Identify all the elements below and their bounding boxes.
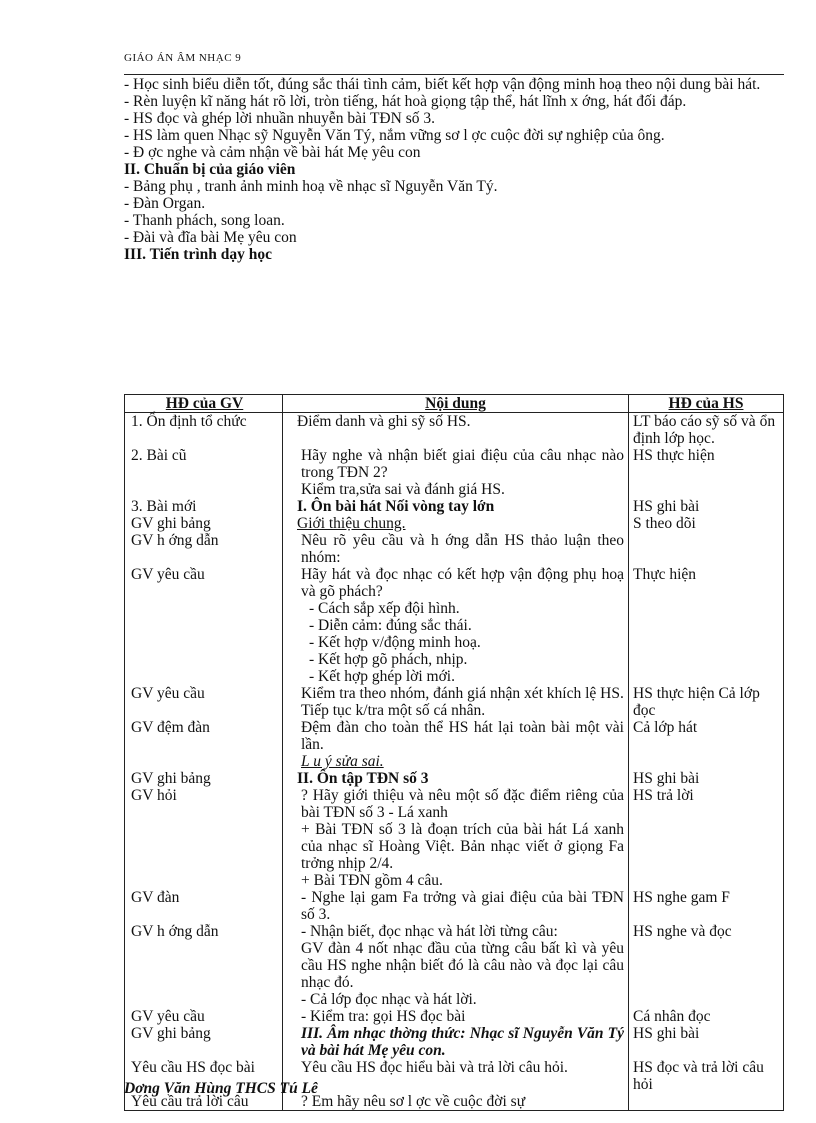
content-cell (283, 685, 629, 719)
gv-cell: GV ghi bảng (125, 1025, 283, 1059)
table-row (125, 447, 783, 498)
intro-section (124, 76, 776, 263)
content-line: - Nhận biết, đọc nhạc và hát lời từng câu: (301, 923, 558, 940)
gv-cell: GV yêu cầu (125, 685, 283, 719)
hs-cell (629, 1093, 783, 1110)
prep-item: - Thanh phách, song loan. (124, 212, 285, 229)
prep-item: - Đài và đĩa bài Mẹ yêu con (124, 229, 297, 246)
content-line: Tiếp tục k/tra một số cá nhân. (301, 702, 486, 719)
content-line: Kiểm tra,sửa sai và đánh giá HS. (301, 481, 505, 498)
gv-cell: Yêu cầu HS đọc bài (125, 1059, 283, 1093)
lesson-table (124, 394, 784, 1111)
content-line: L u ý sửa sai. (301, 753, 384, 770)
hs-cell (629, 532, 783, 566)
gv-cell: GV h ớng dẫn (125, 923, 283, 1008)
content-line: Hãy hát và đọc nhạc có kết hợp vận động phụ hoạ và gõ phách? (301, 566, 624, 600)
gv-cell: 1. Ổn định tổ chức (125, 413, 283, 447)
table-row (125, 1008, 783, 1025)
content-line: Kiểm tra theo nhóm, đánh giá nhận xét khích lệ HS. (301, 685, 624, 702)
table-row (125, 685, 783, 719)
content-cell (283, 1025, 629, 1059)
table-row (125, 498, 783, 515)
gv-cell: Yêu cầu trả lời câu (125, 1093, 283, 1110)
content-line: - Nghe lại gam Fa trởng và giai điệu của bài TĐN số 3. (301, 889, 624, 923)
content-line: ? Hãy giới thiệu và nêu một số đặc điểm riêng của bài TĐN số 3 - Lá xanh (301, 787, 624, 821)
content-cell (283, 532, 629, 566)
header-title: GIÁO ÁN ÂM NHẠC 9 (124, 52, 242, 64)
hs-cell: Thực hiện (633, 566, 697, 583)
col-header-content: Nội dung (283, 395, 629, 412)
gv-cell: 2. Bài cũ (125, 447, 283, 498)
table-row (125, 770, 783, 787)
gv-cell: GV yêu cầu (125, 566, 283, 685)
hs-cell: HS nghe và đọc (633, 923, 732, 940)
table-row (125, 413, 783, 447)
content-cell (283, 1059, 629, 1093)
table-row (125, 889, 783, 923)
gv-cell: GV yêu cầu (125, 1008, 283, 1025)
content-line: Nêu rõ yêu cầu và h ớng dẫn HS thảo luận theo nhóm: (301, 532, 624, 566)
header-rule (124, 74, 784, 75)
table-row (125, 923, 783, 1008)
content-cell (283, 770, 629, 787)
gv-cell: GV hỏi (125, 787, 283, 889)
content-line: - Kết hợp v/động minh hoạ. (309, 634, 481, 651)
hs-cell: HS ghi bài (633, 498, 700, 515)
gv-cell: 3. Bài mới (125, 498, 283, 515)
table-row (125, 787, 783, 889)
table-row (125, 719, 783, 770)
content-line: - Cách sắp xếp đội hình. (309, 600, 460, 617)
content-cell (283, 498, 629, 515)
hs-cell: HS đọc và trả lời câu hỏi (633, 1059, 764, 1093)
content-line: I. Ôn bài hát Nối vòng tay lớn (297, 498, 495, 515)
intro-line: - Học sinh biểu diễn tốt, đúng sắc thái tình cảm, biết kết hợp vận động minh hoạ theo nội dung bài hát. (124, 76, 761, 93)
hs-cell: HS ghi bài (633, 770, 700, 787)
gv-cell: GV h ớng dẫn (125, 532, 283, 566)
hs-cell: S theo dõi (633, 515, 696, 532)
content-line: Hãy nghe và nhận biết giai điệu của câu nhạc nào trong TĐN 2? (301, 447, 624, 481)
table-header-row (125, 395, 783, 413)
hs-cell: Cá nhân đọc (633, 1008, 711, 1025)
gv-cell: GV đàn (125, 889, 283, 923)
intro-line: - HS đọc và ghép lời nhuần nhuyễn bài TĐN số 3. (124, 110, 435, 127)
table-row (125, 1025, 783, 1059)
hs-cell: Cả lớp hát (633, 719, 698, 736)
gv-cell: GV ghi bảng (125, 515, 283, 532)
content-cell (283, 413, 629, 447)
content-line: - Kết hợp ghép lời mới. (309, 668, 455, 685)
hs-cell (629, 685, 783, 719)
content-line: - Kiểm tra: gọi HS đọc bài (301, 1008, 466, 1025)
content-line: GV đàn 4 nốt nhạc đầu của từng câu bất kì và yêu cầu HS nghe nhận biết đó là câu nào và đọc lại câu nhạc đó. (301, 940, 624, 991)
content-cell (283, 889, 629, 923)
hs-line: Cả lớp đọc (633, 685, 760, 719)
gv-cell: GV đệm đàn (125, 719, 283, 770)
table-row (125, 566, 783, 685)
hs-line: HS thực hiện (633, 685, 715, 702)
content-line: + Bài TĐN số 3 là đoạn trích của bài hát Lá xanh của nhạc sĩ Hoàng Việt. Bản nhạc viết ở giọng Fa trởng nhịp 2/4. (301, 821, 624, 872)
section-2-title: II. Chuẩn bị của giáo viên (124, 161, 296, 178)
table-row (125, 515, 783, 532)
page-footer: Dơng Văn Hùng THCS Tú Lê (124, 1080, 318, 1097)
hs-cell: HS trả lời (633, 787, 694, 804)
prep-item: - Đàn Organ. (124, 195, 206, 212)
hs-cell: LT báo cáo sỹ số và ổn định lớp học. (633, 413, 776, 447)
content-cell (283, 447, 629, 498)
content-line: ? Em hãy nêu sơ l ợc về cuộc đời sự (301, 1093, 526, 1110)
content-line: - Cả lớp đọc nhạc và hát lời. (301, 991, 477, 1008)
content-cell (283, 787, 629, 889)
content-line: III. Âm nhạc thờng thức: Nhạc sĩ Nguyễn Văn Tý và bài hát Mẹ yêu con. (301, 1025, 624, 1059)
intro-line: - Đ ợc nghe và cảm nhận về bài hát Mẹ yêu con (124, 144, 421, 161)
content-line: - Diễn cảm: đúng sắc thái. (309, 617, 472, 634)
intro-line: - Rèn luyện kĩ năng hát rõ lời, tròn tiếng, hát hoà giọng tập thể, hát lĩnh x ớng, hát đối đáp. (124, 93, 687, 110)
content-line: Điểm danh và ghi sỹ số HS. (297, 413, 471, 430)
content-cell (283, 1093, 629, 1110)
content-line: II. Ôn tập TĐN số 3 (297, 770, 429, 787)
section-3-title: III. Tiến trình dạy học (124, 246, 273, 263)
col-header-gv: HĐ của GV (125, 395, 283, 412)
content-cell (283, 719, 629, 770)
content-cell (283, 515, 629, 532)
content-cell (283, 923, 629, 1008)
content-line: Đệm đàn cho toàn thể HS hát lại toàn bài một vài lần. (301, 719, 624, 753)
hs-cell: HS ghi bài (633, 1025, 700, 1042)
content-line: Giới thiệu chung. (297, 515, 406, 532)
intro-line: - HS làm quen Nhạc sỹ Nguyễn Văn Tý, nắm vững sơ l ợc cuộc đời sự nghiệp của ông. (124, 127, 665, 144)
gv-cell: GV ghi bảng (125, 770, 283, 787)
hs-cell: HS nghe gam F (633, 889, 730, 906)
content-cell (283, 1008, 629, 1025)
content-cell (283, 566, 629, 685)
content-line: Yêu cầu HS đọc hiểu bài và trả lời câu hỏi. (301, 1059, 568, 1076)
hs-cell: HS thực hiện (633, 447, 715, 464)
col-header-hs: HĐ của HS (668, 395, 744, 412)
content-line: - Kết hợp gõ phách, nhịp. (309, 651, 468, 668)
content-line: + Bài TĐN gồm 4 câu. (301, 872, 443, 889)
table-row (125, 532, 783, 566)
prep-item: - Bảng phụ , tranh ảnh minh hoạ về nhạc sĩ Nguyễn Văn Tý. (124, 178, 498, 195)
